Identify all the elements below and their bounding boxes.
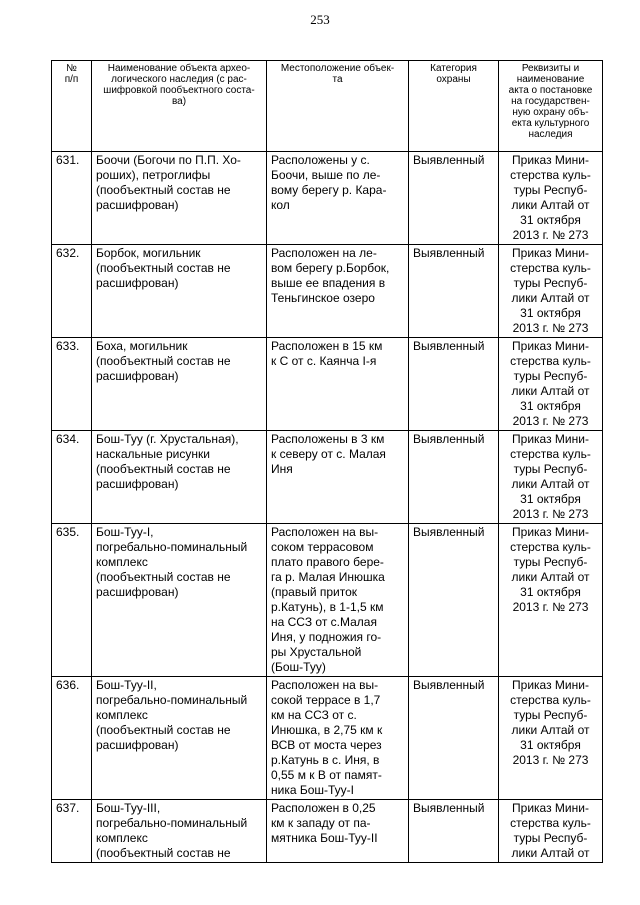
row-number: 633. (52, 338, 92, 431)
header-number: № п/п (52, 61, 92, 152)
object-name: Бош-Туу (г. Хрустальная), наскальные рисунки (пообъектный состав не расшифрован) (92, 431, 267, 524)
table-row (52, 524, 603, 677)
object-location: Расположен на вы- соком террасовом плато правого бере- га р. Малая Инюшка (правый приток р.Катунь), в 1-1,5 км на ССЗ от с.Малая Иня, у подножия го- ры Хрустальной (Бош-Туу) (267, 524, 409, 677)
act-requisites: Приказ Мини- стерства куль- туры Респуб- лики Алтай от 31 октября 2013 г. № 273 (499, 245, 603, 338)
row-number: 637. (52, 800, 92, 863)
row-number: 636. (52, 677, 92, 800)
object-name: Бош-Туу-II, погребально-поминальный комплекс (пообъектный состав не расшифрован) (92, 677, 267, 800)
object-location: Расположен в 0,25 км к западу от па- мятника Бош-Туу-II (267, 800, 409, 863)
act-requisites: Приказ Мини- стерства куль- туры Респуб- лики Алтай от 31 октября 2013 г. № 273 (499, 677, 603, 800)
object-name: Бош-Туу-I, погребально-поминальный комплекс (пообъектный состав не расшифрован) (92, 524, 267, 677)
protection-category: Выявленный (409, 677, 499, 800)
protection-category: Выявленный (409, 431, 499, 524)
heritage-registry-table (51, 60, 603, 863)
table-row (52, 152, 603, 245)
act-requisites: Приказ Мини- стерства куль- туры Респуб- лики Алтай от (499, 800, 603, 863)
header-object-name: Наименование объекта архео- логического наследия (с рас- шифровкой пообъектного соста- ва) (92, 61, 267, 152)
object-location: Расположен на вы- сокой террасе в 1,7 км на ССЗ от с. Инюшка, в 2,75 км к ВСВ от моста через р.Катунь в с. Иня, в 0,55 м к В от памят- ника Бош-Туу-I (267, 677, 409, 800)
object-name: Боха, могильник (пообъектный состав не расшифрован) (92, 338, 267, 431)
table-row (52, 245, 603, 338)
object-location: Расположены в 3 км к северу от с. Малая Иня (267, 431, 409, 524)
table-header-row (52, 61, 603, 152)
row-number: 634. (52, 431, 92, 524)
row-number: 632. (52, 245, 92, 338)
object-location: Расположены у с. Боочи, выше по ле- вому берегу р. Кара- кол (267, 152, 409, 245)
header-location: Местоположение объек- та (267, 61, 409, 152)
act-requisites: Приказ Мини- стерства куль- туры Респуб- лики Алтай от 31 октября 2013 г. № 273 (499, 524, 603, 677)
act-requisites: Приказ Мини- стерства куль- туры Респуб- лики Алтай от 31 октября 2013 г. № 273 (499, 338, 603, 431)
object-name: Бош-Туу-III, погребально-поминальный комплекс (пообъектный состав не (92, 800, 267, 863)
protection-category: Выявленный (409, 152, 499, 245)
act-requisites: Приказ Мини- стерства куль- туры Респуб- лики Алтай от 31 октября 2013 г. № 273 (499, 152, 603, 245)
object-location: Расположен в 15 км к С от с. Каянча I-я (267, 338, 409, 431)
row-number: 635. (52, 524, 92, 677)
protection-category: Выявленный (409, 524, 499, 677)
table-row (52, 338, 603, 431)
protection-category: Выявленный (409, 245, 499, 338)
table-row (52, 800, 603, 863)
row-number: 631. (52, 152, 92, 245)
page-number: 253 (310, 12, 330, 27)
protection-category: Выявленный (409, 800, 499, 863)
table-row (52, 677, 603, 800)
header-act-requisites: Реквизиты и наименование акта о постановке на государствен- ную охрану объ- екта культурного наследия (499, 61, 603, 152)
object-name: Боочи (Богочи по П.П. Хо- роших), петроглифы (пообъектный состав не расшифрован) (92, 152, 267, 245)
object-name: Борбок, могильник (пообъектный состав не расшифрован) (92, 245, 267, 338)
act-requisites: Приказ Мини- стерства куль- туры Респуб- лики Алтай от 31 октября 2013 г. № 273 (499, 431, 603, 524)
object-location: Расположен на ле- вом берегу р.Борбок, выше ее впадения в Теньгинское озеро (267, 245, 409, 338)
table-row (52, 431, 603, 524)
header-protection-category: Категория охраны (409, 61, 499, 152)
protection-category: Выявленный (409, 338, 499, 431)
